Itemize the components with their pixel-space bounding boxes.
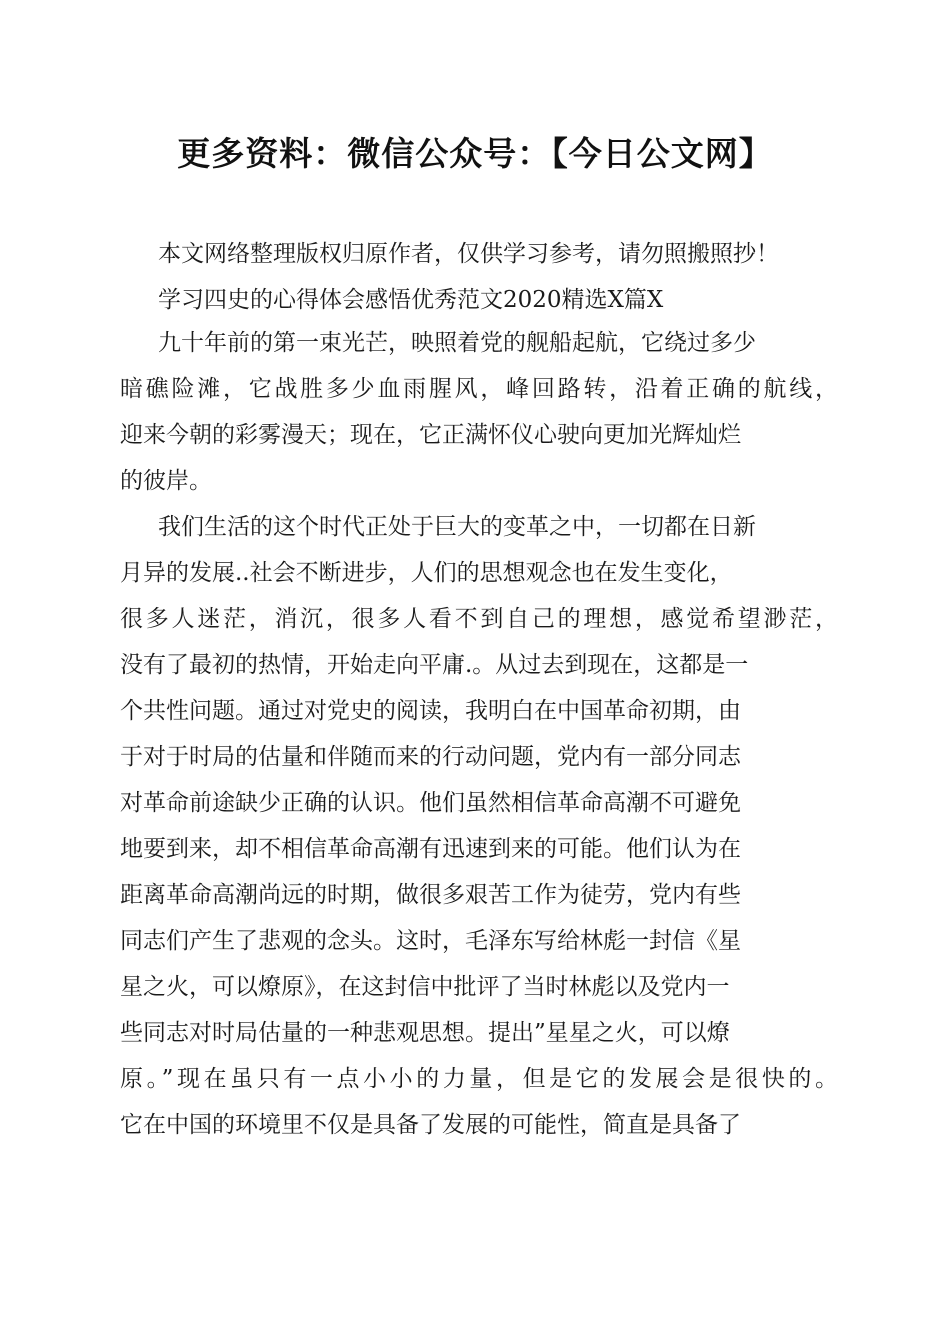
paragraph-2-line-13: 原。”现在虽只有一点小小的力量，但是它的发展会是很快的。 — [120, 1066, 838, 1092]
paragraph-2-line-14: 它在中国的环境里不仅是具备了发展的可能性，简直是具备了 — [120, 1112, 741, 1138]
paragraph-2-line-5: 个共性问题。通过对党史的阅读，我明白在中国革命初期，由 — [120, 698, 741, 724]
paragraph-2-line-11: 星之火，可以燎原》，在这封信中批评了当时林彪以及党内一 — [120, 974, 730, 1000]
paragraph-1-line-1: 九十年前的第一束光芒，映照着党的舰船起航，它绕过多少 — [158, 330, 756, 356]
header-title: 更多资料：微信公众号：【今日公文网】 — [177, 134, 773, 173]
paragraph-2-line-6: 于对于时局的估量和伴随而来的行动问题，党内有一部分同志 — [120, 744, 741, 770]
paragraph-2-line-7: 对革命前途缺少正确的认识。他们虽然相信革命高潮不可避免 — [120, 790, 741, 816]
paragraph-2-line-9: 距离革命高潮尚远的时期，做很多艰苦工作为徒劳，党内有些 — [120, 882, 741, 908]
paragraph-1-line-4: 的彼岸。 — [120, 468, 212, 494]
paragraph-2-line-12: 些同志对时局估量的一种悲观思想。提出”星星之火，可以燎 — [120, 1020, 730, 1046]
document-title: 学习四史的心得体会感悟优秀范文2020精选X篇X — [158, 287, 664, 313]
paragraph-2-line-1: 我们生活的这个时代正处于巨大的变革之中，一切都在日新 — [158, 514, 756, 540]
paragraph-1-line-2: 暗礁险滩，它战胜多少血雨腥风，峰回路转，沿着正确的航线， — [120, 376, 838, 402]
paragraph-2-line-3: 很多人迷茫，消沉，很多人看不到自己的理想，感觉希望渺茫， — [120, 606, 838, 632]
paragraph-1-line-3: 迎来今朝的彩雾漫天；现在，它正满怀仪心驶向更加光辉灿烂 — [120, 422, 741, 448]
paragraph-2-line-8: 地要到来，却不相信革命高潮有迅速到来的可能。他们认为在 — [120, 836, 741, 862]
paragraph-2-line-4: 没有了最初的热情，开始走向平庸.。从过去到现在，这都是一 — [120, 652, 749, 678]
paragraph-2-line-2: 月异的发展..社会不断进步，人们的思想观念也在发生变化， — [120, 560, 733, 586]
copyright-notice: 本文网络整理版权归原作者，仅供学习参考，请勿照搬照抄！ — [158, 241, 779, 267]
paragraph-2-line-10: 同志们产生了悲观的念头。这时，毛泽东写给林彪一封信《星 — [120, 928, 741, 954]
